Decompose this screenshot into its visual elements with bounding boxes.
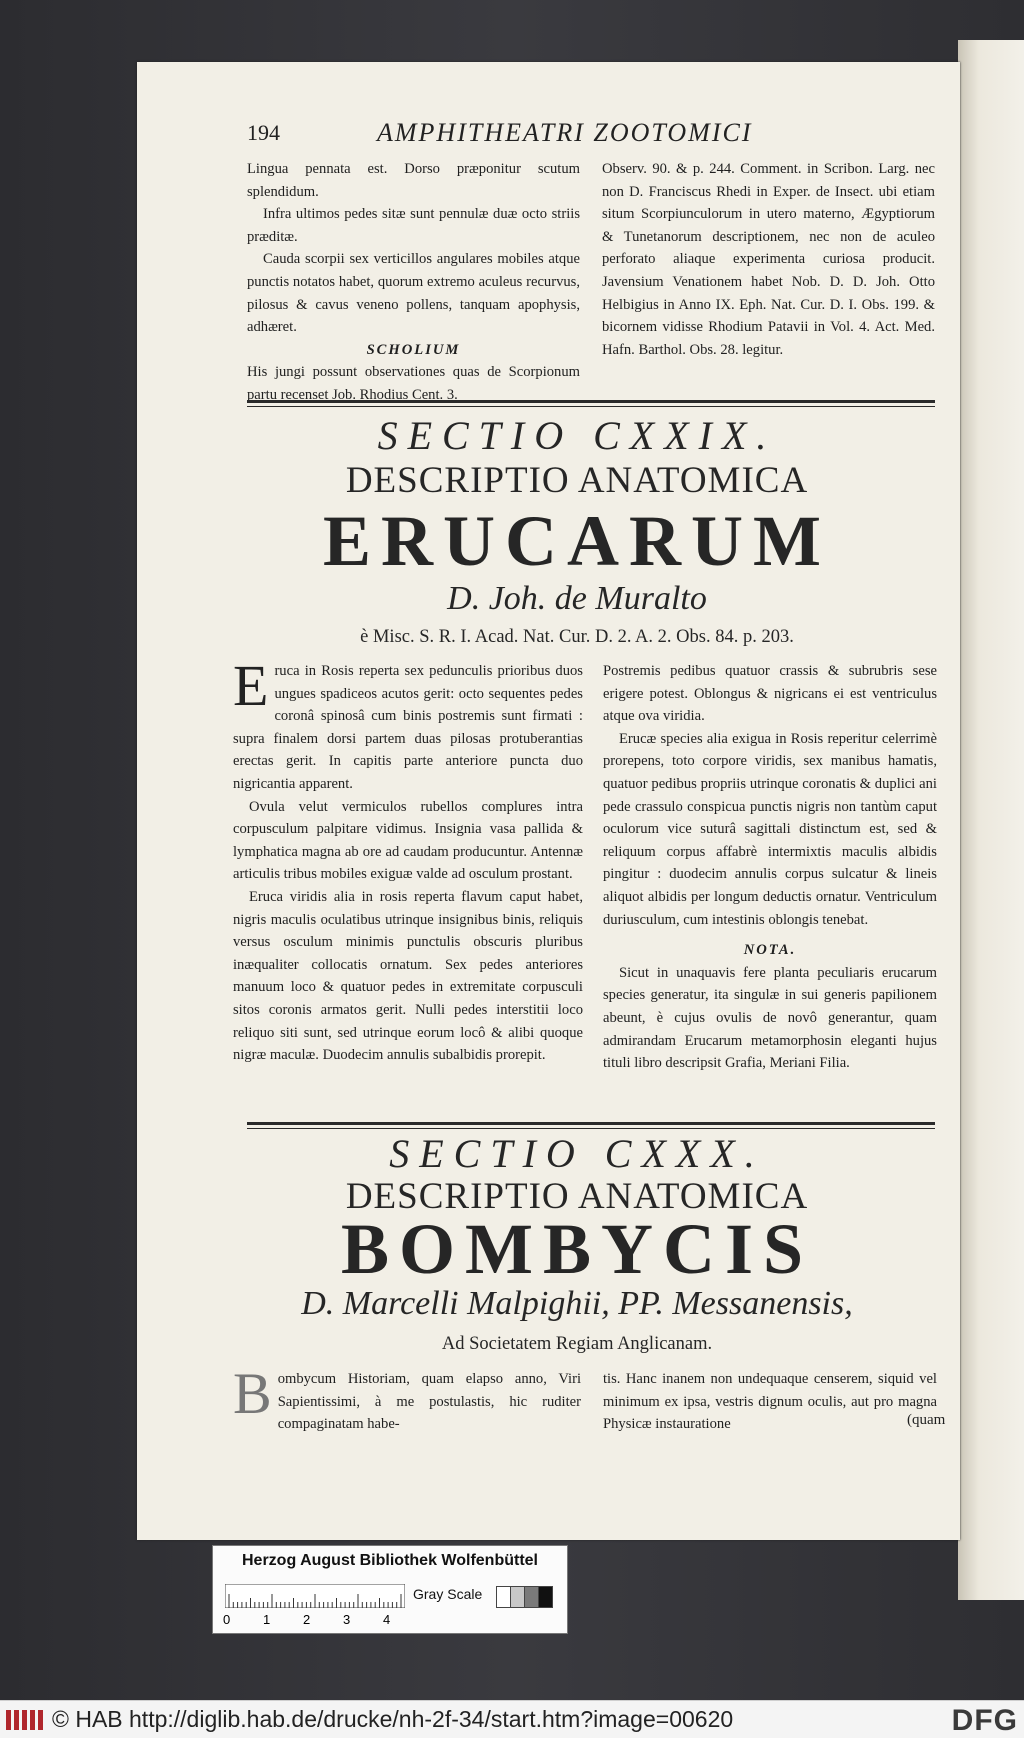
section1-left-column bbox=[233, 653, 583, 1067]
top-left-column bbox=[247, 158, 580, 407]
section-divider bbox=[247, 1122, 935, 1125]
paragraph: Eruca in Rosis reperta sex pedunculis prioribus duos ungues spadiceos acutos gerit: octo sequentes pedes coronâ spinosâ cum binis postremis sunt firmati : supra finalem dorsi partem duas pilosas protuberantias erectas gerit. In capitis parte anteriore puncta duo nigricantia apparent. bbox=[233, 653, 583, 792]
section-dedication: Ad Societatem Regiam Anglicanam. bbox=[441, 1334, 713, 1354]
section-subject: BOMBYCIS bbox=[340, 1209, 814, 1289]
paragraph: Bombycum Historiam, quam elapso anno, Viri Sapientissimi, à me postulastis, hic ruditer compaginatam habe- bbox=[233, 1361, 581, 1433]
section-divider-thin bbox=[247, 406, 935, 407]
book-page bbox=[137, 62, 960, 1540]
viewer-footer bbox=[0, 1700, 1024, 1738]
paragraph: tis. Hanc inanem non undequaque censerem, siquid vel minimum ex ipsa, vestris dignum oculis, aut pro magna Physicæ instauratione bbox=[603, 1371, 937, 1433]
section2-left-column bbox=[233, 1361, 581, 1436]
section-description: DESCRIPTIO ANATOMICA bbox=[345, 460, 809, 501]
section1-right-column bbox=[603, 660, 937, 1075]
nota-heading: NOTA. bbox=[743, 942, 797, 959]
page-header bbox=[247, 114, 957, 154]
gray-swatch bbox=[524, 1586, 539, 1608]
bleed-through-text bbox=[968, 380, 1024, 500]
section-subject: ERUCARUM bbox=[323, 501, 831, 581]
paragraph: His jungi possunt observationes quas de Scorpionum partu recenset Job. Rhodius Cent. 3. bbox=[247, 364, 580, 403]
gray-scale-label: Gray Scale bbox=[413, 1586, 483, 1602]
paragraph: Erucæ species alia exigua in Rosis reperitur celerrimè prorepens, toto corpore viridis, sex manibus hamatis, quatuor pedibus propriis utrinque coronatis & duplici ani pede crassulo conspicua punctis nigris non tantùm caput oculorum vice suturâ sagittali distinctum est, sed & reliquum corpus affabrè intermixtis maculis albidis pingitur : duodecim annulis corpus sulcatur & lineis aliquot albidis per longum deductis ornatur. Ventriculum duriusculum, cum intestinis oblongis tenebat. bbox=[603, 730, 937, 928]
library-name: Herzog August Bibliothek Wolfenbüttel bbox=[242, 1552, 538, 1569]
page-number: 194 bbox=[247, 120, 280, 145]
section-number: SECTIO CXXX. bbox=[389, 1131, 765, 1176]
gray-swatch bbox=[496, 1586, 511, 1608]
paragraph: Cauda scorpii sex verticillos angulares mobiles atque punctis notatos habet, quorum extremo aculeus recurvus, pilosus & cavus veneno pollens, tanquam apophysis, adhæret. bbox=[247, 251, 580, 336]
top-right-column bbox=[602, 158, 935, 361]
paragraph: Ovula velut vermiculos rubellos complures intra corpusculum palpitare vidimus. Insignia vasa pallida & lymphatica magna ab ore ad caudam producuntur. Antennæ articulis tribus mobiles exiguæ valde ad osculum prostant. bbox=[233, 798, 583, 883]
paragraph: Postremis pedibus quatuor crassis & subrubris sese erigere potest. Oblongus & nigricans ei est ventriculus atque ova viridia. bbox=[603, 663, 937, 725]
drop-cap: E bbox=[233, 653, 269, 718]
scale-number: 1 bbox=[263, 1612, 271, 1627]
gray-swatch bbox=[510, 1586, 525, 1608]
section-number: SECTIO CXXIX. bbox=[377, 413, 777, 458]
scale-number: 4 bbox=[383, 1612, 391, 1627]
catchword: (quam bbox=[907, 1412, 946, 1428]
section-divider bbox=[247, 400, 935, 403]
dfg-logo: DFG bbox=[951, 1704, 1018, 1737]
section2-right-column bbox=[603, 1368, 937, 1436]
paragraph: Sicut in unaquavis fere planta peculiaris erucarum species generatur, ita singulæ in sui generis papilionem abeunt, è cujus ovulis de novô generantur, quam admirandam Erucarum metamorphosin eleganti hujus tituli libro descripsit Grafia, Meriani Filia. bbox=[603, 964, 937, 1072]
adjacent-page-edge bbox=[958, 40, 1024, 1600]
hab-logo-icon bbox=[4, 1706, 46, 1734]
gray-scale-card bbox=[212, 1545, 568, 1634]
section-author: D. Marcelli Malpighii, PP. Messanensis, bbox=[301, 1285, 853, 1322]
paragraph: Lingua pennata est. Dorso præponitur scutum splendidum. bbox=[247, 161, 580, 200]
paragraph: Infra ultimos pedes sitæ sunt pennulæ duæ octo striis præditæ. bbox=[247, 206, 580, 245]
paragraph: Eruca viridis alia in rosis reperta flavum caput habet, nigris maculis oculatibus utrinque insignibus binis, reliquis versus osculum minimis punctulis obscuris pluribus inæqualiter collocatis ornatum. Sex pedes anteriores manuum loco & quatuor pedes in extremitate corpusculi sitos coronis armatos gerit. Nulli pedes interstitii loco reliquo siti sunt, sed utrinque eorum locô & alibi quoque nigræ maculæ. Duodecim annulis subalbidis prorepit. bbox=[233, 888, 583, 1064]
section-description: DESCRIPTIO ANATOMICA bbox=[345, 1176, 809, 1217]
source-url-link[interactable]: © HAB http://diglib.hab.de/drucke/nh-2f-34/start.htm?image=00620 bbox=[52, 1706, 734, 1732]
section-author: D. Joh. de Muralto bbox=[447, 580, 707, 617]
drop-cap: B bbox=[233, 1361, 272, 1426]
running-title: AMPHITHEATRI ZOOTOMICI bbox=[377, 118, 753, 147]
ruler-scale bbox=[225, 1584, 405, 1608]
scholium-heading: SCHOLIUM bbox=[366, 341, 461, 358]
scale-number: 0 bbox=[223, 1612, 231, 1627]
section-source: è Misc. S. R. I. Acad. Nat. Cur. D. 2. A. 2. Obs. 84. p. 203. bbox=[360, 627, 794, 647]
gray-swatch bbox=[538, 1586, 553, 1608]
paragraph: Observ. 90. & p. 244. Comment. in Scribon. Larg. nec non D. Franciscus Rhedi in Exper. de Insect. ubi etiam situm Scorpiunculorum in utero materno, Ægyptiorum & Tunetanorum descriptionem, nec non de aculeo perforato aliaque experimenta curiosa producit. Javensium Venationem habet Nob. D. D. Joh. Otto Helbigius in Anno IX. Eph. Nat. Cur. D. I. Obs. 199. & bicornem vidisse Rhodium Patavii in Vol. 4. Act. Med. Hafn. Barthol. Obs. 28. legitur. bbox=[602, 161, 935, 358]
scale-number: 3 bbox=[343, 1612, 351, 1627]
section-divider-thin bbox=[247, 1128, 935, 1129]
scale-number: 2 bbox=[303, 1612, 311, 1627]
